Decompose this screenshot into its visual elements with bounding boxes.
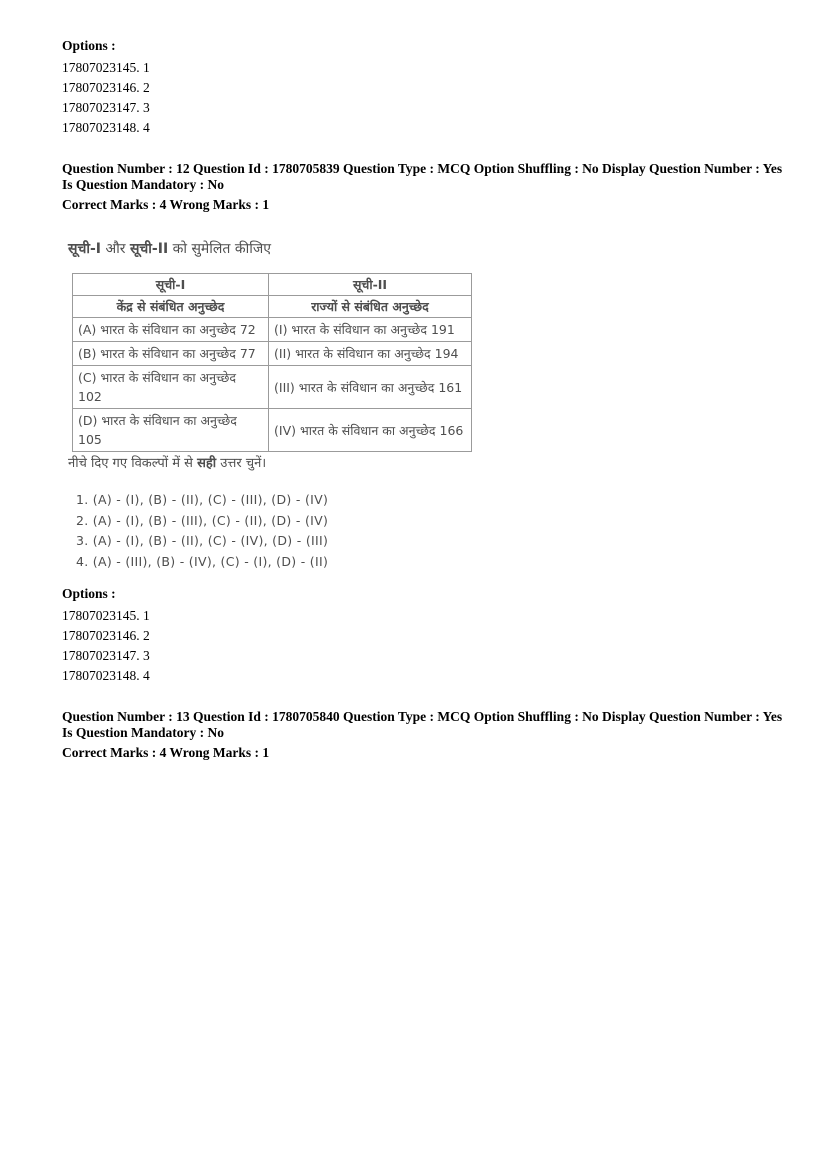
question-marks-line: Correct Marks : 4 Wrong Marks : 1 <box>62 197 270 212</box>
list1-cell: (A) भारत के संविधान का अनुच्छेद 72 <box>73 318 269 342</box>
instruction-bold: सही <box>197 456 217 471</box>
option-id-line: 17807023148. 4 <box>62 668 150 683</box>
match-table <box>72 273 472 452</box>
list2-cell: (III) भारत के संविधान का अनुच्छेद 161 <box>269 366 472 409</box>
column-header-list1: सूची-I <box>73 274 269 296</box>
table-row <box>73 366 472 409</box>
match-options-list <box>76 490 484 572</box>
question-13-header <box>62 709 792 761</box>
instruction-tail: उत्तर चुनें। <box>216 456 267 471</box>
question-12-header <box>62 161 792 213</box>
list1-ref: सूची-I <box>68 241 101 257</box>
list2-cell: (IV) भारत के संविधान का अनुच्छेद 166 <box>269 409 472 452</box>
list2-cell: (II) भारत के संविधान का अनुच्छेद 194 <box>269 342 472 366</box>
match-option-2: 2. (A) - (I), (B) - (III), (C) - (II), (D) - (IV) <box>76 512 329 528</box>
title-mid: और <box>101 241 130 257</box>
question-12-image <box>68 240 484 572</box>
instruction-line <box>68 454 484 473</box>
list2-ref: सूची-II <box>129 241 169 257</box>
table-row <box>73 318 472 342</box>
match-option-3: 3. (A) - (I), (B) - (II), (C) - (IV), (D) - (III) <box>76 533 329 548</box>
question-meta-line: Question Number : 13 Question Id : 1780705840 Question Type : MCQ Option Shuffling : No Display Question Number : Yes <box>62 709 783 724</box>
option-id-line: 17807023145. 1 <box>62 608 150 623</box>
options-heading: Options : <box>62 586 116 601</box>
list2-cell: (I) भारत के संविधान का अनुच्छेद 191 <box>269 318 472 342</box>
match-option-1: 1. (A) - (I), (B) - (II), (C) - (III), (D) - (IV) <box>76 492 329 507</box>
instruction-lead: नीचे दिए गए विकल्पों में से <box>68 456 198 471</box>
options-heading: Options : <box>62 38 116 53</box>
match-option-4: 4. (A) - (III), (B) - (IV), (C) - (I), (D) - (II) <box>76 553 329 569</box>
option-id-line: 17807023146. 2 <box>62 628 150 643</box>
options-block-q12 <box>62 586 150 686</box>
title-tail: को सुमेलित कीजिए <box>168 241 271 257</box>
option-id-line: 17807023147. 3 <box>62 648 150 663</box>
list1-cell: (B) भारत के संविधान का अनुच्छेद 77 <box>73 342 269 366</box>
question-marks-line: Correct Marks : 4 Wrong Marks : 1 <box>62 745 270 760</box>
question-text <box>68 240 484 258</box>
question-meta-line: Is Question Mandatory : No <box>62 724 225 740</box>
table-header-row <box>73 274 472 296</box>
question-meta-line: Is Question Mandatory : No <box>62 176 225 192</box>
table-header-row <box>73 296 472 318</box>
options-block-top <box>62 38 150 138</box>
column-subheader-list1: केंद्र से संबंधित अनुच्छेद <box>73 296 269 318</box>
table-row <box>73 409 472 452</box>
option-id-line: 17807023148. 4 <box>62 120 150 135</box>
list1-cell: (C) भारत के संविधान का अनुच्छेद 102 <box>73 366 269 409</box>
option-id-line: 17807023145. 1 <box>62 60 150 75</box>
option-id-line: 17807023146. 2 <box>62 80 150 95</box>
question-meta-line: Question Number : 12 Question Id : 1780705839 Question Type : MCQ Option Shuffling : No Display Question Number : Yes <box>62 161 783 176</box>
column-header-list2: सूची-II <box>269 274 472 296</box>
option-id-line: 17807023147. 3 <box>62 100 150 115</box>
list1-cell: (D) भारत के संविधान का अनुच्छेद 105 <box>73 409 269 452</box>
column-subheader-list2: राज्यों से संबंधित अनुच्छेद <box>269 296 472 318</box>
table-row <box>73 342 472 366</box>
